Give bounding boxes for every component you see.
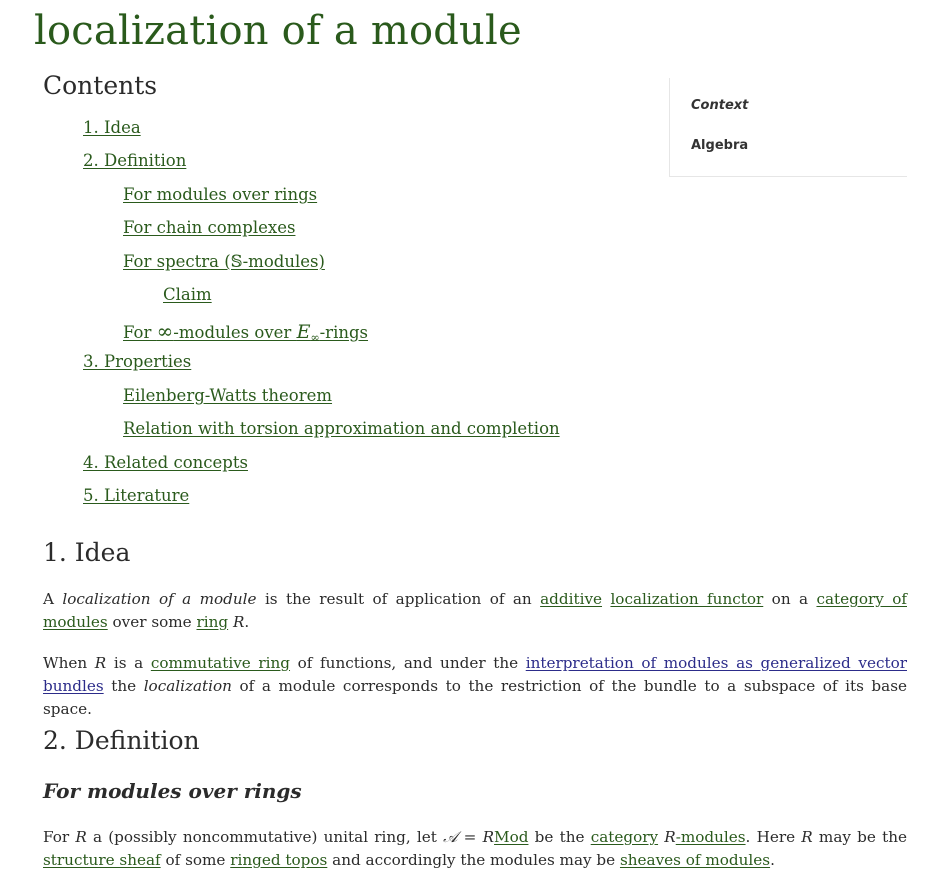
math-r: R	[94, 654, 107, 672]
definition-paragraph-1	[43, 826, 907, 872]
text-run: is the result of application of an	[256, 590, 541, 608]
text-run: a (possibly noncommutative) unital ring, let	[86, 828, 444, 846]
text-run: For	[43, 828, 76, 846]
toc-item-infinity-modules-post: -rings	[319, 323, 369, 342]
context-sidebar	[669, 78, 907, 177]
infinity-symbol: ∞	[156, 319, 174, 343]
text-run: be the	[528, 828, 591, 846]
text-run: .	[244, 613, 250, 631]
text-run: . Here	[745, 828, 802, 846]
page-title: localization of a module	[34, 8, 522, 54]
text-run: of a module corresponds to the restriction of the bundle to a subspace of its base space.	[43, 677, 907, 718]
link-sheaves-of-modules[interactable]: sheaves of modules	[619, 851, 771, 869]
toc-item-modules-over-rings[interactable]: For modules over rings	[123, 185, 318, 204]
link-modules[interactable]: -modules	[675, 828, 746, 846]
link-additive[interactable]: additive	[540, 590, 603, 608]
toc-heading: Contents	[43, 71, 158, 100]
toc-item-infinity-modules[interactable]	[123, 319, 368, 344]
context-label: Context	[691, 98, 749, 113]
math-a-equals-r: 𝒜 = R	[443, 828, 495, 846]
subsection-heading-modules-over-rings: For modules over rings	[43, 779, 302, 803]
text-run: of functions, and under the	[290, 654, 526, 672]
toc-item-idea[interactable]: 1. Idea	[83, 118, 141, 137]
text-run: and accordingly the modules may be	[327, 851, 620, 869]
e-letter: E	[296, 321, 311, 343]
text-run: of some	[160, 851, 231, 869]
toc-item-related-concepts[interactable]: 4. Related concepts	[83, 453, 248, 472]
link-ring[interactable]: ring	[196, 613, 229, 631]
text-run: on a	[763, 590, 817, 608]
text-run: .	[770, 851, 775, 869]
link-structure-sheaf[interactable]: structure sheaf	[43, 851, 161, 869]
toc-item-definition[interactable]: 2. Definition	[83, 151, 187, 170]
toc-item-eilenberg-watts[interactable]: Eilenberg-Watts theorem	[123, 386, 333, 405]
toc-item-torsion-approximation[interactable]: Relation with torsion approximation and completion	[123, 419, 560, 438]
toc-item-infinity-modules-mid: -modules over	[173, 323, 297, 342]
toc-item-infinity-modules-pre: For	[123, 323, 157, 342]
text-run: A	[43, 590, 63, 608]
text-run: over some	[107, 613, 197, 631]
toc-item-claim[interactable]: Claim	[163, 285, 212, 304]
e-infinity-math	[297, 321, 320, 343]
text-run: is a	[106, 654, 151, 672]
text-run: When	[43, 654, 95, 672]
emphasis: localization	[143, 677, 232, 695]
toc-item-properties[interactable]: 3. Properties	[83, 352, 192, 371]
link-mod[interactable]: Mod	[494, 828, 529, 846]
math-r: R	[664, 828, 676, 846]
section-heading-definition: 2. Definition	[43, 726, 200, 755]
idea-paragraph-1	[43, 588, 907, 634]
link-ringed-topos[interactable]: ringed topos	[230, 851, 328, 869]
context-value[interactable]: Algebra	[691, 138, 749, 153]
section-heading-idea: 1. Idea	[43, 538, 131, 567]
toc-item-literature[interactable]: 5. Literature	[83, 486, 190, 505]
emphasis: localization of a module	[62, 590, 257, 608]
link-category-of-modules[interactable]: category of modules	[43, 590, 907, 631]
link-category[interactable]: category	[590, 828, 659, 846]
link-localization-functor[interactable]: localization functor	[610, 590, 764, 608]
link-interpretation-of-modules[interactable]: interpretation of modules as generalized vector bundles	[43, 654, 907, 695]
infinity-subscript: ∞	[310, 331, 320, 344]
idea-paragraph-2	[43, 652, 907, 721]
math-r: R	[232, 613, 245, 631]
text-run: the	[103, 677, 144, 695]
toc-item-chain-complexes[interactable]: For chain complexes	[123, 218, 296, 237]
text-run: may be the	[812, 828, 907, 846]
toc-item-spectra[interactable]: For spectra (𝕊-modules)	[123, 252, 325, 271]
math-r: R	[801, 828, 813, 846]
link-commutative-ring[interactable]: commutative ring	[150, 654, 291, 672]
math-r: R	[75, 828, 87, 846]
